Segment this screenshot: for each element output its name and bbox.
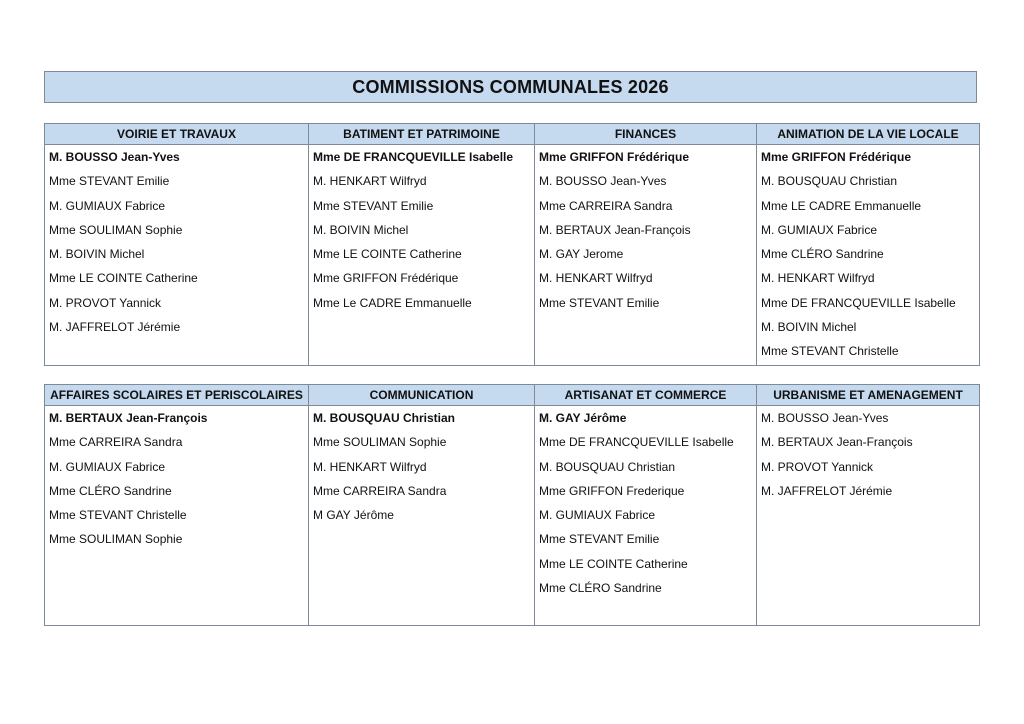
commission-member: Mme LE COINTE Catherine xyxy=(313,247,462,262)
commission-member: M. PROVOT Yannick xyxy=(49,295,162,310)
commission-member: M. JAFFRELOT Jérémie xyxy=(761,483,893,498)
commission-member: Mme STEVANT Christelle xyxy=(49,508,187,523)
commission-members-cell xyxy=(535,406,757,626)
commission-member: Mme LE CADRE Emmanuelle xyxy=(761,198,922,213)
commission-members-cell xyxy=(45,145,309,366)
commission-member: Mme STEVANT Emilie xyxy=(313,198,434,213)
commission-member: Mme LE COINTE Catherine xyxy=(49,271,198,286)
commission-title: ARTISANAT ET COMMERCE xyxy=(535,385,757,406)
commission-member: M. HENKART Wilfryd xyxy=(313,174,427,189)
commission-title: ANIMATION DE LA VIE LOCALE xyxy=(757,124,980,145)
commission-title: VOIRIE ET TRAVAUX xyxy=(45,124,309,145)
commission-member: Mme LE COINTE Catherine xyxy=(539,556,688,571)
commission-header-row xyxy=(45,385,980,406)
commission-member: Mme SOULIMAN Sophie xyxy=(313,435,447,450)
document-title: COMMISSIONS COMMUNALES 2026 xyxy=(44,71,977,103)
commission-member: Mme CLÉRO Sandrine xyxy=(539,581,662,596)
commission-president: M. BOUSQUAU Christian xyxy=(313,411,456,425)
commission-member: M. GUMIAUX Fabrice xyxy=(49,459,166,474)
commission-members-cell xyxy=(757,145,980,366)
commission-member: Mme STEVANT Emilie xyxy=(49,174,170,189)
commission-member: M. PROVOT Yannick xyxy=(761,459,874,474)
commission-members-cell xyxy=(309,406,535,626)
commission-president: M. BOUSSO Jean-Yves xyxy=(49,150,180,164)
commission-member: M. HENKART Wilfryd xyxy=(539,271,653,286)
commission-title: URBANISME ET AMENAGEMENT xyxy=(757,385,980,406)
commission-member: M. BOUSQUAU Christian xyxy=(539,459,676,474)
commission-members-row xyxy=(45,406,980,626)
commission-member: Mme GRIFFON Frédérique xyxy=(313,271,459,286)
commission-member: Mme CARREIRA Sandra xyxy=(539,198,673,213)
commission-member: M. JAFFRELOT Jérémie xyxy=(49,320,181,335)
commission-member: Mme DE FRANCQUEVILLE Isabelle xyxy=(761,295,956,310)
commission-member: M. HENKART Wilfryd xyxy=(761,271,875,286)
commission-member: M. GUMIAUX Fabrice xyxy=(49,198,166,213)
commission-member: M. BOIVIN Michel xyxy=(761,320,857,335)
commission-president: Mme GRIFFON Frédérique xyxy=(539,150,690,164)
commission-member: Mme CARREIRA Sandra xyxy=(313,483,447,498)
commissions-table-1 xyxy=(44,123,980,366)
commission-member: M. GUMIAUX Fabrice xyxy=(539,508,656,523)
commission-member: M. BOIVIN Michel xyxy=(49,247,145,262)
commission-president: M. GAY Jérôme xyxy=(539,411,627,425)
commission-member: M GAY Jérôme xyxy=(313,508,394,523)
commission-members-row xyxy=(45,145,980,366)
commission-title: AFFAIRES SCOLAIRES ET PERISCOLAIRES xyxy=(45,385,309,406)
commission-member: Mme GRIFFON Frederique xyxy=(539,483,685,498)
commission-member: M. BOUSSO Jean-Yves xyxy=(539,174,667,189)
commission-members-cell xyxy=(45,406,309,626)
commission-header-row xyxy=(45,124,980,145)
commission-member: Mme CLÉRO Sandrine xyxy=(761,247,884,262)
commission-member: Mme STEVANT Emilie xyxy=(539,295,660,310)
commission-member: M. BOUSSO Jean-Yves xyxy=(761,411,889,425)
commission-member: Mme STEVANT Emilie xyxy=(539,532,660,547)
commission-member: Mme STEVANT Christelle xyxy=(761,344,899,359)
commission-member: Mme CARREIRA Sandra xyxy=(49,435,183,450)
commission-member: M. GAY Jerome xyxy=(539,247,624,262)
commission-member: Mme SOULIMAN Sophie xyxy=(49,222,183,237)
commission-member: M. HENKART Wilfryd xyxy=(313,459,427,474)
commission-member: Mme DE FRANCQUEVILLE Isabelle xyxy=(539,435,734,450)
commission-members-cell xyxy=(757,406,980,626)
commissions-table-2 xyxy=(44,384,980,626)
commission-title: FINANCES xyxy=(535,124,757,145)
commission-member: Mme SOULIMAN Sophie xyxy=(49,532,183,547)
commission-member: M. GUMIAUX Fabrice xyxy=(761,222,878,237)
commission-members-cell xyxy=(535,145,757,366)
commission-president: M. BERTAUX Jean-François xyxy=(49,411,208,425)
commission-member: M. BERTAUX Jean-François xyxy=(539,222,691,237)
commission-title: BATIMENT ET PATRIMOINE xyxy=(309,124,535,145)
commission-member: M. BOUSQUAU Christian xyxy=(761,174,898,189)
commission-president: Mme GRIFFON Frédérique xyxy=(761,150,912,164)
commission-member: M. BOIVIN Michel xyxy=(313,222,409,237)
commission-title: COMMUNICATION xyxy=(309,385,535,406)
commission-member: Mme CLÉRO Sandrine xyxy=(49,483,172,498)
commission-president: Mme DE FRANCQUEVILLE Isabelle xyxy=(313,150,514,164)
commission-member: M. BERTAUX Jean-François xyxy=(761,435,913,450)
commission-member: Mme Le CADRE Emmanuelle xyxy=(313,295,472,310)
commission-members-cell xyxy=(309,145,535,366)
